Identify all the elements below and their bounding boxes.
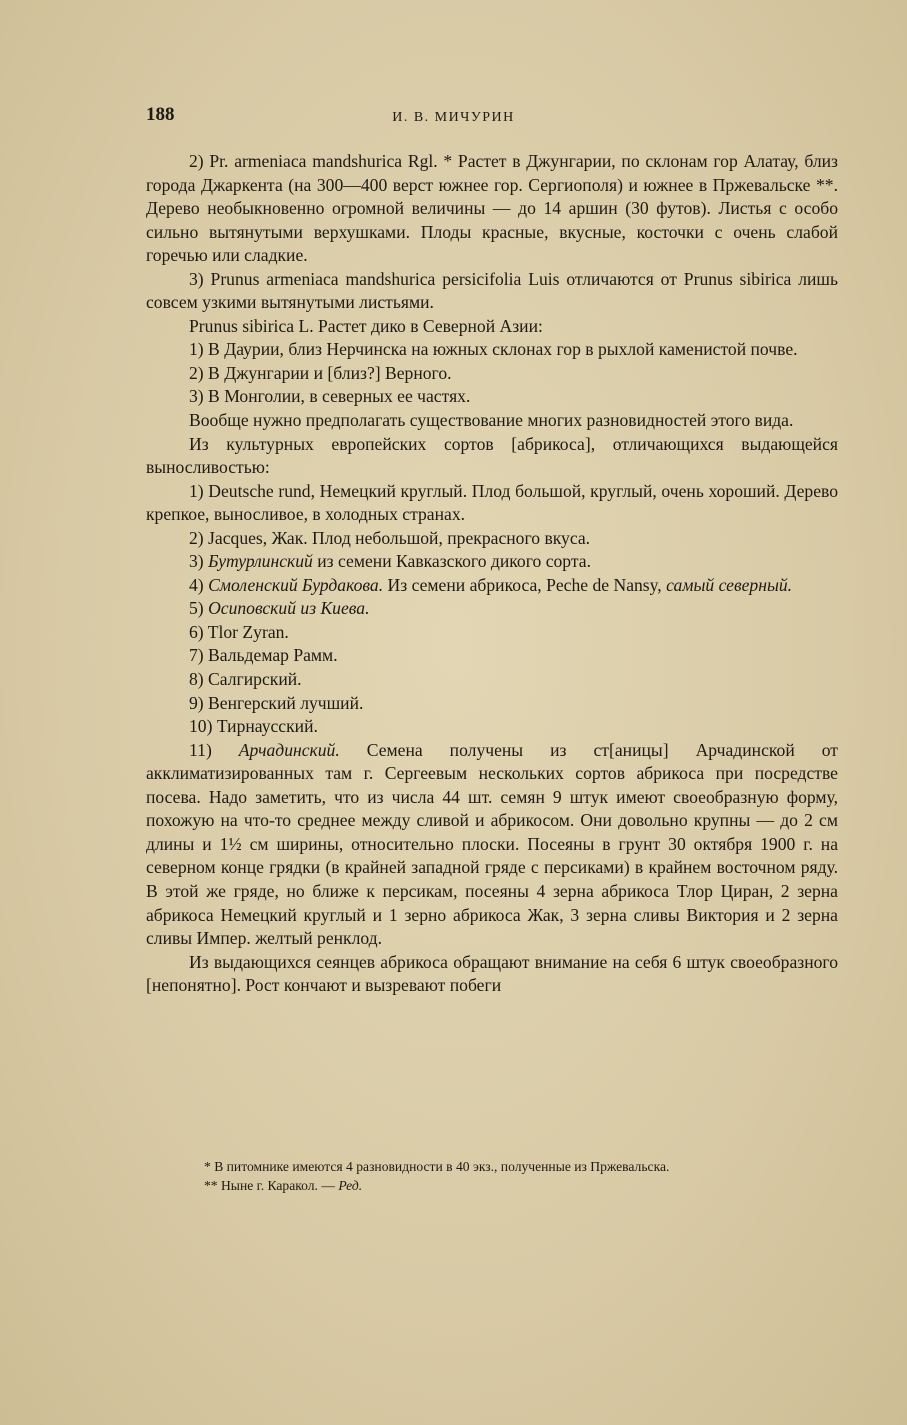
paragraph [146, 268, 838, 315]
footnote [146, 1158, 838, 1177]
paragraph [146, 385, 838, 409]
text-run: 6) Tlor Zyran. [189, 621, 289, 642]
text-run: 1) В Даурии, близ Нерчинска на южных склонах гор в рыхлой каменистой почве. [189, 339, 798, 360]
text-run: 4) [189, 574, 209, 595]
paragraph [146, 739, 838, 951]
footnotes [146, 1158, 838, 1195]
paragraph [146, 315, 838, 339]
page-number: 188 [146, 104, 175, 125]
paragraph [146, 338, 838, 362]
text-run: 3) В Монголии, в северных ее частях. [189, 386, 471, 407]
italic-text-run: Ред. [338, 1177, 363, 1193]
text-run: Из семени абрикоса, Peche de Nansy, [383, 574, 667, 595]
text-run: 11) [189, 739, 239, 760]
text-run: из семени Кавказского дикого сорта. [312, 551, 591, 572]
text-run: 3) [189, 551, 209, 572]
paragraph [146, 668, 838, 692]
paragraph [146, 550, 838, 574]
text-run: 8) Салгирский. [189, 669, 302, 690]
paragraph [146, 574, 838, 598]
text-run: 5) [189, 598, 209, 619]
paragraph [146, 362, 838, 386]
italic-text-run: Смоленский Бурдакова. [208, 574, 384, 595]
text-run: Вообще нужно предполагать существование многих разновидностей этого вида. [189, 410, 794, 431]
paragraph [146, 951, 838, 998]
text-run: 2) Pr. armeniaca mandshurica Rgl. * Растет в Джунгарии, по склонам гор Алатау, близ города Джаркента (на 300—400 верст южнее гор. Сергиополя) и южнее в Пржевальске **. Дерево необыкновенно огромной величины — до 14 аршин (30 футов). Листья с особо сильно вытянутыми верхушками. Плоды красные, вкусные, косточки с очень слабой горечью или сладкие. [146, 151, 838, 266]
main-text [146, 150, 838, 998]
paragraph [146, 715, 838, 739]
footnote [146, 1177, 838, 1196]
text-run: Prunus sibirica L. Растет дико в Северной Азии: [189, 315, 543, 336]
italic-text-run: Бутурлинский [208, 551, 313, 572]
text-run: 9) Венгерский лучший. [189, 692, 364, 713]
paragraph [146, 644, 838, 668]
text-run: 2) Jacques, Жак. Плод небольшой, прекрасного вкуса. [189, 527, 591, 548]
page-header [0, 104, 907, 134]
paragraph [146, 621, 838, 645]
paragraph [146, 527, 838, 551]
text-run: 3) Prunus armeniaca mandshurica persicifolia Luis отличаются от Prunus sibirica лишь совсем узкими вытянутыми листьями. [146, 268, 838, 313]
paragraph [146, 150, 838, 268]
text-run: Из культурных европейских сортов [абрикоса], отличающихся выдающейся выносливостью: [146, 433, 838, 478]
text-run: * В питомнике имеются 4 разновидности в 40 экз., полученные из Пржевальска. [204, 1159, 670, 1174]
paragraph [146, 692, 838, 716]
paragraph [146, 433, 838, 480]
text-run: 10) Тирнаусский. [189, 716, 318, 737]
paragraph [146, 409, 838, 433]
text-run: 1) Deutsche rund, Немецкий круглый. Плод большой, круглый, очень хороший. Дерево крепкое, выносливое, в холодных странах. [146, 480, 838, 525]
italic-text-run: Арчадинский. [238, 739, 340, 760]
text-run: ** Ныне г. Каракол. — [204, 1177, 339, 1193]
text-run: Семена получены из ст[аницы] Арчадинской от акклиматизированных там г. Сергеевым нескольких сортов абрикоса при посредстве посева. Надо заметить, что из числа 44 шт. семян 9 штук имеют своеобразную форму, похожую на что-то среднее между сливой и абрикосом. Они довольно крупны — до 2 см длины и 1½ см ширины, относительно плоски. Посеяны в грунт 30 октября 1900 г. на северном конце грядки (в крайней западной гряде с персиками) в крайнем восточном ряду. В этой же гряде, но ближе к персикам, посеяны 4 зерна абрикоса Тлор Циран, 2 зерна абрикоса Немецкий круглый и 1 зерно абрикоса Жак, 3 зерна сливы Виктория и 2 зерна сливы Импер. желтый ренклод. [146, 739, 838, 949]
running-head: И. В. МИЧУРИН [392, 110, 515, 125]
text-run: 2) В Джунгарии и [близ?] Верного. [189, 362, 452, 383]
paragraph [146, 480, 838, 527]
italic-text-run: Осиповский из Киева. [208, 598, 370, 619]
italic-text-run: самый северный. [666, 574, 793, 595]
paragraph [146, 597, 838, 621]
text-run: Из выдающихся сеянцев абрикоса обращают внимание на себя 6 штук своеобразного [непонятно]. Рост кончают и вызревают побеги [146, 951, 838, 996]
text-run: 7) Вальдемар Рамм. [189, 645, 338, 666]
